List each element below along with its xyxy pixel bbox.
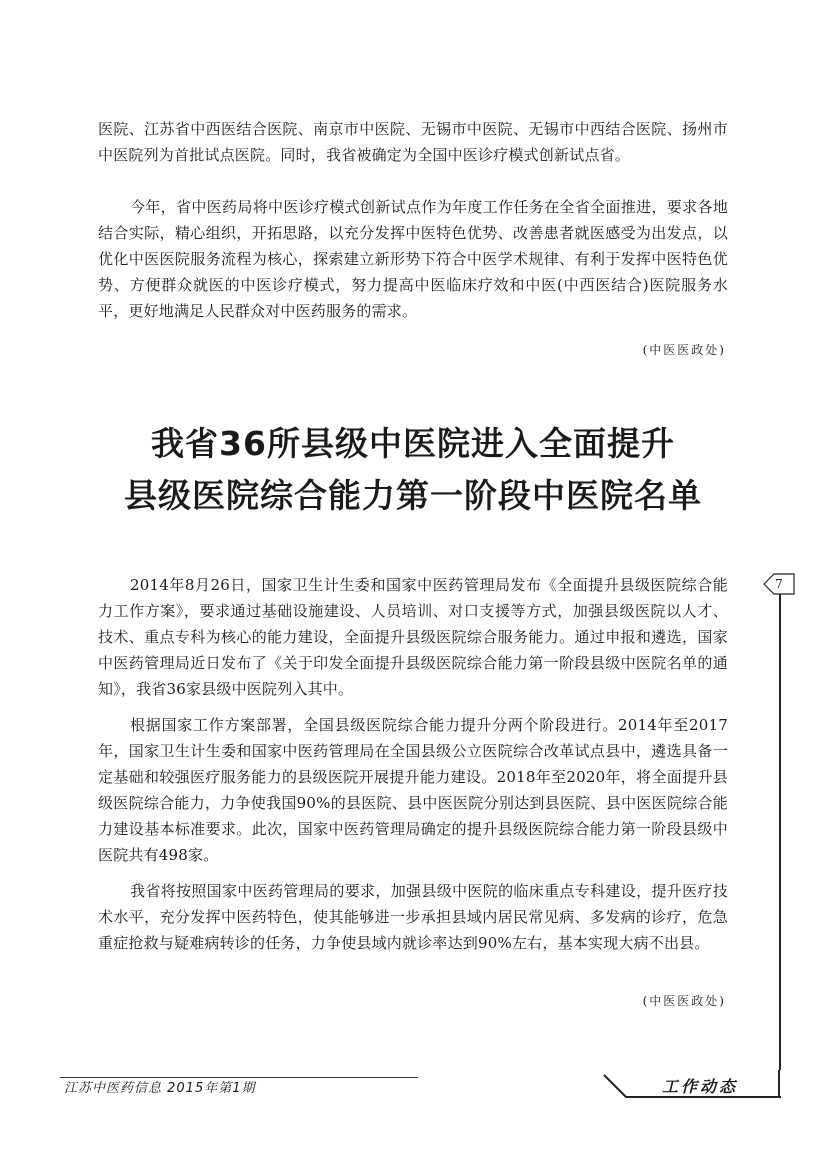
page-number: 7 (775, 577, 783, 591)
page-number-badge (762, 572, 796, 596)
article-title-line-2: 县级医院综合能力第一阶段中医院名单 (124, 476, 702, 515)
journal-footer: 江苏中医药信息 2015年第1期 (64, 1081, 256, 1096)
article2-paragraph-2: 根据国家工作方案部署，全国县级医院综合能力提升分两个阶段进行。2014年至2017年，国家卫生计生委和国家中医药管理局在全国县级公立医院综合改革试点县中，遴选具备一定基础和较强医疗服务能力的县级医院开展提升能力建设。2018年至2020年，将全面提升县级医院综合能力，力争使我国90%的县医院、县中医医院分别达到县医院、县中医医院综合能力建设基本标准要求。此次，国家中医药管理局确定的提升县级医院综合能力第一阶段县级中医院共有498家。 (98, 716, 728, 864)
article-title-line-1: 我省36所县级中医院进入全面提升 (151, 424, 675, 463)
article1-paragraph-2: 今年，省中医药局将中医诊疗模式创新试点作为年度工作任务在全省全面推进，要求各地结合实际，精心组织，开拓思路，以充分发挥中医特色优势、改善患者就医感受为出发点，以优化中医医院服务流程为核心，探索建立新形势下符合中医学术规律、有利于发挥中医特色优势、方便群众就医的中医诊疗模式，努力提高中医临床疗效和中医(中西医结合)医院服务水平，更好地满足人民群众对中医药服务的需求。 (98, 198, 728, 320)
article2-paragraph-1: 2014年8月26日，国家卫生计生委和国家中医药管理局发布《全面提升县级医院综合能力工作方案》，要求通过基础设施建设、人员培训、对口支援等方式，加强县级医院以人才、技术、重点专科为核心的能力建设，全面提升县级医院综合服务能力。通过申报和遴选，国家中医药管理局近日发布了《关于印发全面提升县级医院综合能力第一阶段县级中医院名单的通知》，我省36家县级中医院列入其中。 (98, 576, 728, 698)
article2-source: (中医医政处) (642, 994, 726, 1008)
footer-rule (60, 1077, 418, 1078)
article1-paragraph-1: 医院、江苏省中西医结合医院、南京市中医院、无锡市中医院、无锡市中西结合医院、扬州市中医院列为首批试点医院。同时，我省被确定为全国中医诊疗模式创新试点省。 (98, 120, 728, 164)
section-label: 工作动态 (661, 1077, 738, 1096)
article2-paragraph-3: 我省将按照国家中医药管理局的要求，加强县级中医院的临床重点专科建设，提升医疗技术水平，充分发挥中医药特色，使其能够进一步承担县域内居民常见病、多发病的诊疗，危急重症抢救与疑难病转诊的任务，力争使县域内就诊率达到90%左右，基本实现大病不出县。 (98, 882, 728, 952)
margin-rule (779, 575, 781, 1070)
article1-source: (中医医政处) (642, 343, 726, 357)
